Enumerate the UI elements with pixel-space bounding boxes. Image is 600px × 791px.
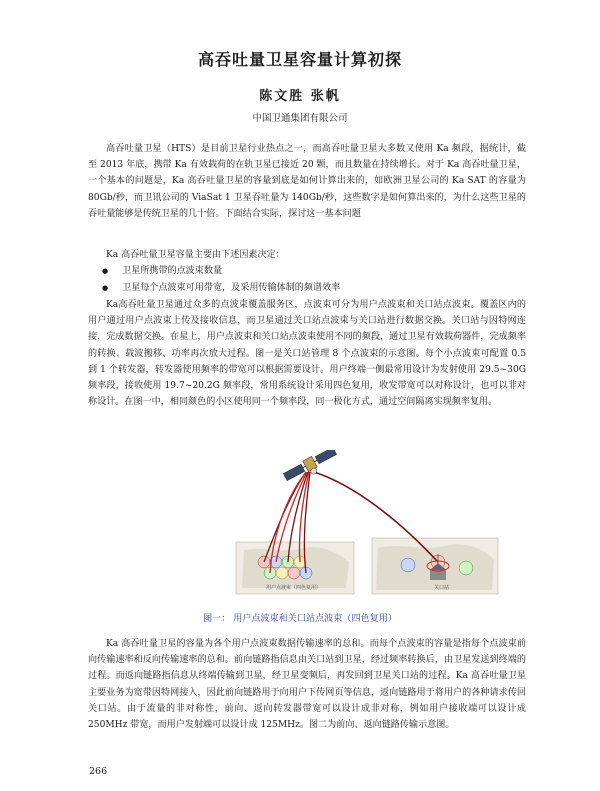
left-map-label: 用户点波束（四色复用） (266, 585, 322, 591)
body-paragraph-2: Ka 高吞吐量卫星容量主要由下述因素决定： (106, 250, 285, 260)
body-paragraph-4: Ka 高吞吐量卫星的容量为各个用户点波束数据传输速率的总和。而每个点波束的容量是指每个点波束前向传输速率和反向传输速率的总和。前向链路指信息由关口站到卫星，经过频率转换后，由卫星发送到终端的过程。而返向链路指信息从终端传输到卫星，经卫星变频后，再发回到卫星关口站的过程。Ka 高吞吐量卫星主要业务为宽带因特网接入，因此前向链路用于向用户下传网页等信息，返向链路用于将用户的各种请求传回关口站。由于流量的非对称性，前向、返向转发器带宽可以设计成非对称，例如用户接收端可以设计成 250MHz 带宽，而用户发射端可以设计成 125MHz。图二为前向、返向链路传输示意图。 (88, 639, 526, 731)
satellite-icon (282, 450, 339, 487)
figure-caption: 图一： 用户点波束和关口站点波束（四色复用） (203, 614, 397, 624)
figure-1 (194, 450, 504, 600)
spot-beam-diagram (194, 450, 504, 600)
paper-affiliation: 中国卫通集团有限公司 (252, 113, 348, 124)
right-map-label: 关口站 (434, 585, 450, 591)
factor-list (88, 263, 526, 297)
paper-authors: 陈文胜 张帆 (259, 89, 341, 104)
body-paragraph-3: Ka高吞吐量卫星通过众多的点波束覆盖服务区，点波束可分为用户点波束和关口站点波束。覆盖区内的用户通过用户点波束上传及接收信息，而卫星通过关口站点波束与关口站进行数据交换。关口站与因特网连接，完成数据交换。在星上，用户点波束和关口站点波束使用不同的频段，通过卫星有效载荷器件，完成频率的转换、载波搬移、功率再次放大过程。图一是关口站管理 8 个点波束的示意图。每个小点波束可配置 0.5 到 1 个转发器，转发器使用频率的带宽可以根据需要设计。用户终端一侧最常用设计为发射使用 29.5~30G 频率段，接收使用 19.7~20.2G 频率段，常用系统设计采用四色复用，收发带宽可以对称设计，也可以非对称设计。在图一中，相同颜色的小区使用同一个频率段，同一极化方式，通过空间隔离实现频率复用。 (88, 300, 526, 408)
page-number: 266 (89, 766, 108, 777)
paper-title: 高吞吐量卫星容量计算初探 (197, 50, 402, 69)
list-item: ● 卫星所携带的点波束数量 (88, 263, 526, 280)
list-item: ● 卫星每个点波束可用带宽，及采用传输体制的频谱效率 (88, 280, 526, 297)
body-paragraph-1: 高吞吐量卫星（HTS）是目前卫星行业热点之一，而高吞吐量卫星大多数又使用 Ka 频段，据统计，截至 2013 年底，携带 Ka 有效载荷的在轨卫星已接近 20 颗，而且数量在持续增长。对于 Ka 高吞吐量卫星，一个基本的问题是，Ka 高吞吐量卫星的容量到底是如何计算出来的，如欧洲卫星公司的 Ka SAT 的容量为 80Gb/秒，而卫讯公司的 ViaSat 1 卫星吞吐量为 140Gb/秒，这些数字是如何算出来的，为什么这些卫星的吞吐量能够是传统卫星的几十倍。下面结合实际，探讨这一基本问题 (88, 144, 526, 219)
